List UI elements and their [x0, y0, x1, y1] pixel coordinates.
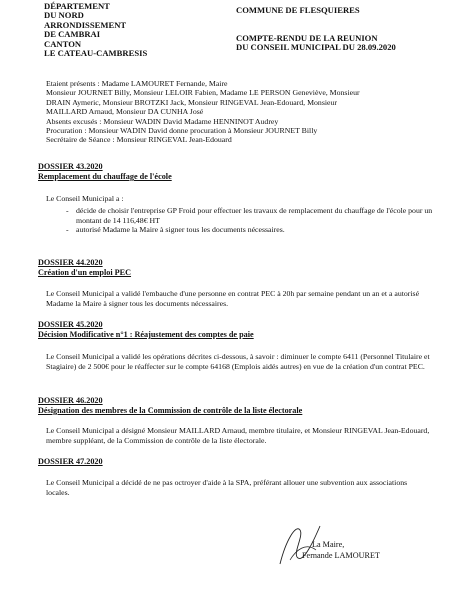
dossier-number: DOSSIER 44.2020 [38, 258, 103, 267]
dossier-title: Désignation des membres de la Commission de contrôle de la liste électorale [38, 406, 303, 415]
header-line: DÉPARTEMENT [44, 1, 110, 11]
dossier-body: Le Conseil Municipal a validé les opérations décrites ci-dessous, à savoir : diminuer le compte 6411 (Personnel Titulaire et Stagiaire) de 2 500€ pour le réaffecter sur le compte 64168 (Emplois aidés autres) en vue de la création d'un contrat PEC. [46, 352, 430, 371]
header-line: DU NORD [44, 10, 84, 21]
dossier-body: Le Conseil Municipal a validé l'embauche d'une personne en contrat PEC à 20h par semaine pendant un an et a autorisé Madame la Maire à signer tous les documents nécessaires. [46, 289, 420, 308]
dossier-title: Décision Modificative n°1 : Réajustement des comptes de paie [38, 330, 254, 339]
dossier-body: Le Conseil Municipal a décidé de ne pas octroyer d'aide à la SPA, préférant allouer une subvention aux associations locales. [46, 478, 408, 497]
report-title-line-1: COMPTE-RENDU DE LA REUNION [236, 32, 378, 43]
signature-block [302, 540, 442, 561]
attendance-line: Procuration : Monsieur WADIN David donne procuration à Monsieur JOURNET Billy [46, 126, 318, 136]
dossier-number: DOSSIER 45.2020 [38, 320, 103, 329]
report-header [236, 6, 436, 53]
dossier-body: Le Conseil Municipal a désigné Monsieur MAILLARD Arnaud, membre titulaire, et Monsieur RINGEVAL Jean-Edouard, membre suppléant, de la Commission de contrôle de la liste électorale. [46, 426, 430, 445]
dossier-number: DOSSIER 46.2020 [38, 396, 103, 405]
dossier-number: DOSSIER 47.2020 [38, 457, 103, 466]
commune-name: COMMUNE DE FLESQUIERES [236, 5, 360, 15]
header-line: CANTON [44, 38, 82, 49]
signature-name: Fernande LAMOURET [302, 550, 380, 560]
header-line: LE CATEAU-CAMBRESIS [44, 48, 148, 59]
dossier-intro: Le Conseil Municipal a : [46, 194, 124, 203]
signature-role: La Maire, [312, 540, 345, 549]
dossier-title: Remplacement du chauffage de l'école [38, 172, 172, 181]
header-line: ARRONDISSEMENT [44, 19, 127, 30]
attendance-line: Absents excusés : Monsieur WADIN David Madame HENNINOT Audrey [46, 116, 279, 126]
attendance-line: Monsieur JOURNET Billy, Monsieur LELOIR Fabien, Madame LE PERSON Geneviève, Monsieur [46, 88, 360, 98]
report-title-line-2: DU CONSEIL MUNICIPAL DU 28.09.2020 [236, 42, 396, 53]
dossier-number: DOSSIER 43.2020 [38, 162, 103, 171]
bullet-item: - décide de choisir l'entreprise GP Froid pour effectuer les travaux de remplacement du chauffage de l'école pour un montant de 14 116,48€ HT [66, 206, 438, 225]
attendance-block [46, 79, 436, 145]
attendance-line: Secrétaire de Séance : Monsieur RINGEVAL Jean-Edouard [46, 135, 232, 145]
dossier-title: Création d'un emploi PEC [38, 268, 132, 277]
attendance-line: Etaient présents : Madame LAMOURET Fernande, Maire [46, 79, 228, 88]
attendance-line: DRAIN Aymeric, Monsieur BROTZKI Jack, Monsieur RINGEVAL Jean-Edouard, Monsieur [46, 97, 337, 107]
dossier-bullet-list [66, 206, 438, 235]
header-line: DE CAMBRAI [44, 29, 101, 40]
department-header [44, 2, 194, 58]
attendance-line: MAILLARD Arnaud, Monsieur DA CUNHA José [46, 107, 204, 117]
bullet-item: - autorisé Madame la Maire à signer tous les documents nécessaires. [66, 225, 438, 235]
